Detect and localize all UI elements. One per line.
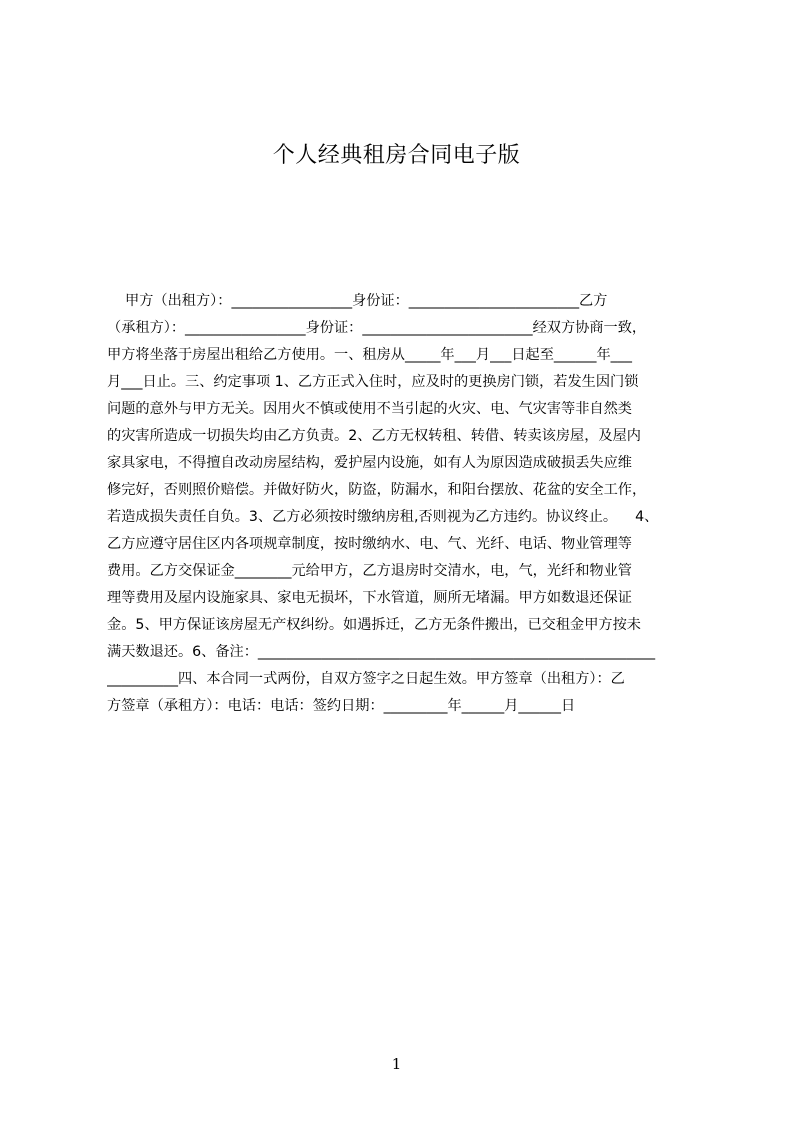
body-line: 问题的意外与甲方无关。因用火不慎或使用不当引起的火灾、电、气灾害等非自然类 [107,401,632,417]
contract-body [107,288,697,720]
body-line: 满天数退还。6、备注：________________________________________________________ [107,644,656,660]
page-number: 1 [391,1055,402,1073]
body-line: 方签章（承租方）：电话：电话：签约日期：_________年______月______日 [107,698,576,714]
body-line: 理等费用及屋内设施家具、家电无损坏，下水管道，厕所无堵漏。甲方如数退还保证 [107,590,632,606]
body-line: 乙方应遵守居住区内各项规章制度，按时缴纳水、电、气、光纤、电话、物业管理等 [107,536,632,552]
body-line: __________四、本合同一式两份，自双方签字之日起生效。甲方签章（出租方）：乙 [107,671,625,687]
body-line: 费用。乙方交保证金________元给甲方，乙方退房时交清水，电，气，光纤和物业管 [107,563,632,579]
body-line: 甲方将坐落于房屋出租给乙方使用。一、租房从_____年___月___日起至______年___ [107,347,632,363]
body-line: 月___日止。三、约定事项 1、乙方正式入住时，应及时的更换房门锁，若发生因门锁 [107,374,639,390]
body-line: 的灾害所造成一切损失均由乙方负责。2、乙方无权转租、转借、转卖该房屋，及屋内 [107,428,641,444]
body-line: 修完好，否则照价赔偿。并做好防火，防盗，防漏水，和阳台摆放、花盆的安全工作， [107,482,647,498]
body-line: 家具家电，不得擅自改动房屋结构，爱护屋内设施，如有人为原因造成破损丢失应维 [107,455,632,471]
body-line: 甲方（出租方）：_________________身份证：________________________乙方 [107,293,608,309]
document-title: 个人经典租房合同电子版 [272,143,521,168]
body-line: 金。5、甲方保证该房屋无产权纠纷。如遇拆迁，乙方无条件搬出，已交租金甲方按未 [107,617,641,633]
body-line: 若造成损失责任自负。3、乙方必须按时缴纳房租,否则视为乙方违约。协议终止。 4、 [107,509,659,525]
body-line: （承租方）：_________________身份证：________________________经双方协商一致， [107,320,647,336]
